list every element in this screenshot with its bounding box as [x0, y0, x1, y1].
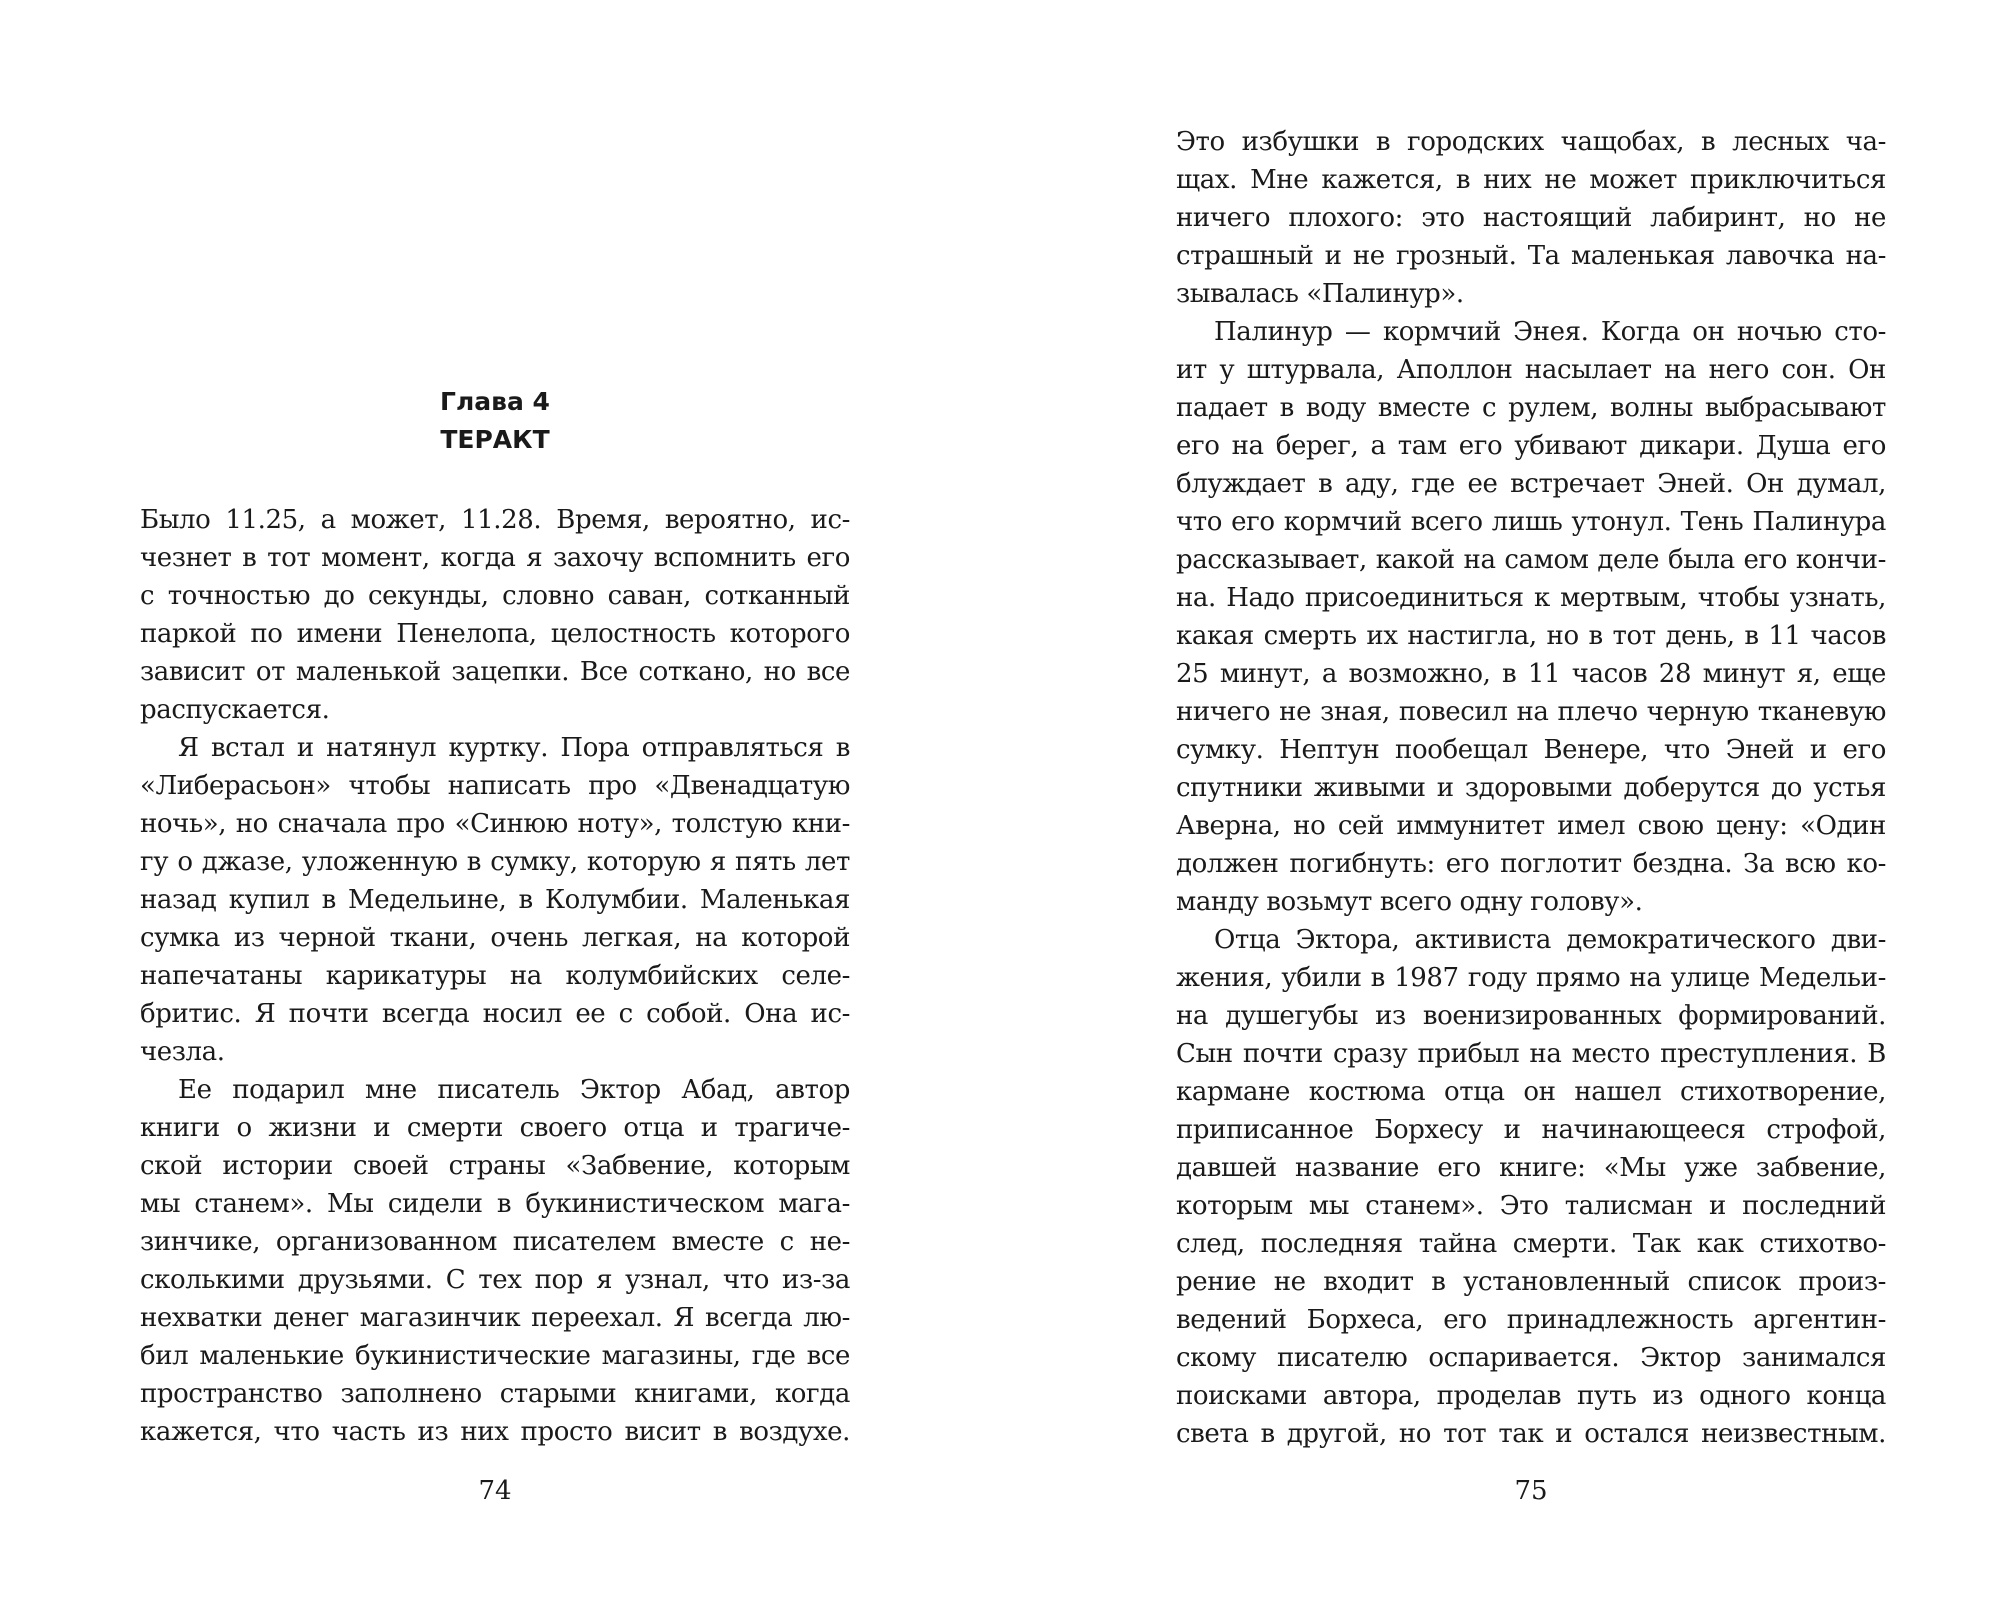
text-line: должен погибнуть: его поглотит бездна. За всю ко- [1176, 849, 1886, 879]
text-line: паркой по имени Пенелопа, целостность которого [140, 619, 850, 649]
text-line: бритис. Я почти всегда носил ее с собой. Она ис- [140, 999, 850, 1029]
text-line: света в другой, но тот так и остался неизвестным. [1176, 1419, 1886, 1449]
text-line: мы станем». Мы сидели в букинистическом мага- [140, 1189, 850, 1219]
text-line: напечатаны карикатуры на колумбийских селе- [140, 961, 850, 991]
text-line: 25 минут, а возможно, в 11 часов 28 минут я, еще [1176, 659, 1886, 689]
text-line: спутники живыми и здоровыми доберутся до устья [1176, 773, 1886, 803]
text-line: ничего плохого: это настоящий лабиринт, но не [1176, 203, 1886, 233]
text-line: пространство заполнено старыми книгами, когда [140, 1379, 850, 1409]
text-line: Сын почти сразу прибыл на место преступления. В [1176, 1039, 1886, 1069]
text-line: ночь», но сначала про «Синюю ноту», толстую кни- [140, 809, 850, 839]
right-page-text [1176, 123, 1886, 1453]
text-line: Отца Эктора, активиста демократического дви- [1214, 925, 1886, 955]
text-line: кажется, что часть из них просто висит в воздухе. [140, 1417, 850, 1447]
text-line: распускается. [140, 695, 330, 725]
text-line: назад купил в Медельине, в Колумбии. Маленькая [140, 885, 850, 915]
text-line: зависит от маленькой зацепки. Все соткано, но все [140, 657, 850, 687]
text-line: Я встал и натянул куртку. Пора отправляться в [178, 733, 850, 763]
text-line: падает в воду вместе с рулем, волны выбрасывают [1176, 393, 1886, 423]
text-line: чезла. [140, 1037, 225, 1067]
text-line: нехватки денег магазинчик переехал. Я всегда лю- [140, 1303, 850, 1333]
text-line: гу о джазе, уложенную в сумку, которую я пять лет [140, 847, 850, 877]
chapter-number: Глава 4 [440, 387, 550, 416]
text-line: Палинур — кормчий Энея. Когда он ночью сто- [1214, 317, 1886, 347]
text-line: Аверна, но сей иммунитет имел свою цену: «Один [1176, 811, 1886, 841]
text-line: сумка из черной ткани, очень легкая, на которой [140, 923, 850, 953]
text-line: зывалась «Палинур». [1176, 279, 1464, 309]
text-line: щах. Мне кажется, в них не может приключиться [1176, 165, 1886, 195]
text-line: Было 11.25, а может, 11.28. Время, вероятно, ис- [140, 505, 850, 535]
text-line: с точностью до секунды, словно саван, сотканный [140, 581, 850, 611]
text-line: его на берег, а там его убивают дикари. Душа его [1176, 431, 1886, 461]
page-number: 75 [1514, 1476, 1548, 1506]
text-line: ведений Борхеса, его принадлежность аргентин- [1176, 1305, 1886, 1335]
text-line: на. Надо присоединиться к мертвым, чтобы узнать, [1176, 583, 1886, 613]
text-line: на душегубы из военизированных формирований. [1176, 1001, 1886, 1031]
text-line: Ее подарил мне писатель Эктор Абад, автор [178, 1075, 850, 1105]
text-line: скому писателю оспаривается. Эктор занимался [1176, 1343, 1886, 1373]
page-number: 74 [478, 1476, 512, 1506]
text-line: что его кормчий всего лишь утонул. Тень Палинура [1176, 507, 1886, 537]
text-line: сумку. Нептун пообещал Венере, что Эней и его [1176, 735, 1886, 765]
text-line: сколькими друзьями. С тех пор я узнал, что из-за [140, 1265, 850, 1295]
chapter-title: ТЕРАКТ [440, 425, 550, 454]
text-line: книги о жизни и смерти своего отца и трагиче- [140, 1113, 850, 1143]
text-line: манду возьмут всего одну голову». [1176, 887, 1643, 917]
text-line: приписанное Борхесу и начинающееся строфой, [1176, 1115, 1886, 1145]
text-line: которым мы станем». Это талисман и последний [1176, 1191, 1886, 1221]
text-line: ничего не зная, повесил на плечо черную тканевую [1176, 697, 1886, 727]
text-line: «Либерасьон» чтобы написать про «Двенадцатую [140, 771, 850, 801]
chapter-heading [140, 383, 850, 459]
text-line: ской истории своей страны «Забвение, которым [140, 1151, 850, 1181]
text-line: какая смерть их настигла, но в тот день, в 11 часов [1176, 621, 1886, 651]
text-line: жения, убили в 1987 году прямо на улице Медельи- [1176, 963, 1886, 993]
text-line: кармане костюма отца он нашел стихотворение, [1176, 1077, 1886, 1107]
text-line: чезнет в тот момент, когда я захочу вспомнить его [140, 543, 850, 573]
text-line: рассказывает, какой на самом деле была его кончи- [1176, 545, 1886, 575]
text-line: Это избушки в городских чащобах, в лесных ча- [1176, 127, 1886, 157]
text-line: зинчике, организованном писателем вместе с не- [140, 1227, 850, 1257]
text-line: ит у штурвала, Аполлон насылает на него сон. Он [1176, 355, 1886, 385]
text-line: след, последняя тайна смерти. Так как стихотво- [1176, 1229, 1886, 1259]
text-line: поисками автора, проделав путь из одного конца [1176, 1381, 1886, 1411]
text-line: страшный и не грозный. Та маленькая лавочка на- [1176, 241, 1886, 271]
text-line: давшей название его книге: «Мы уже забвение, [1176, 1153, 1886, 1183]
text-line: бил маленькие букинистические магазины, где все [140, 1341, 850, 1371]
text-line: рение не входит в установленный список произ- [1176, 1267, 1886, 1297]
text-line: блуждает в аду, где ее встречает Эней. Он думал, [1176, 469, 1886, 499]
left-page-text [140, 501, 850, 1451]
